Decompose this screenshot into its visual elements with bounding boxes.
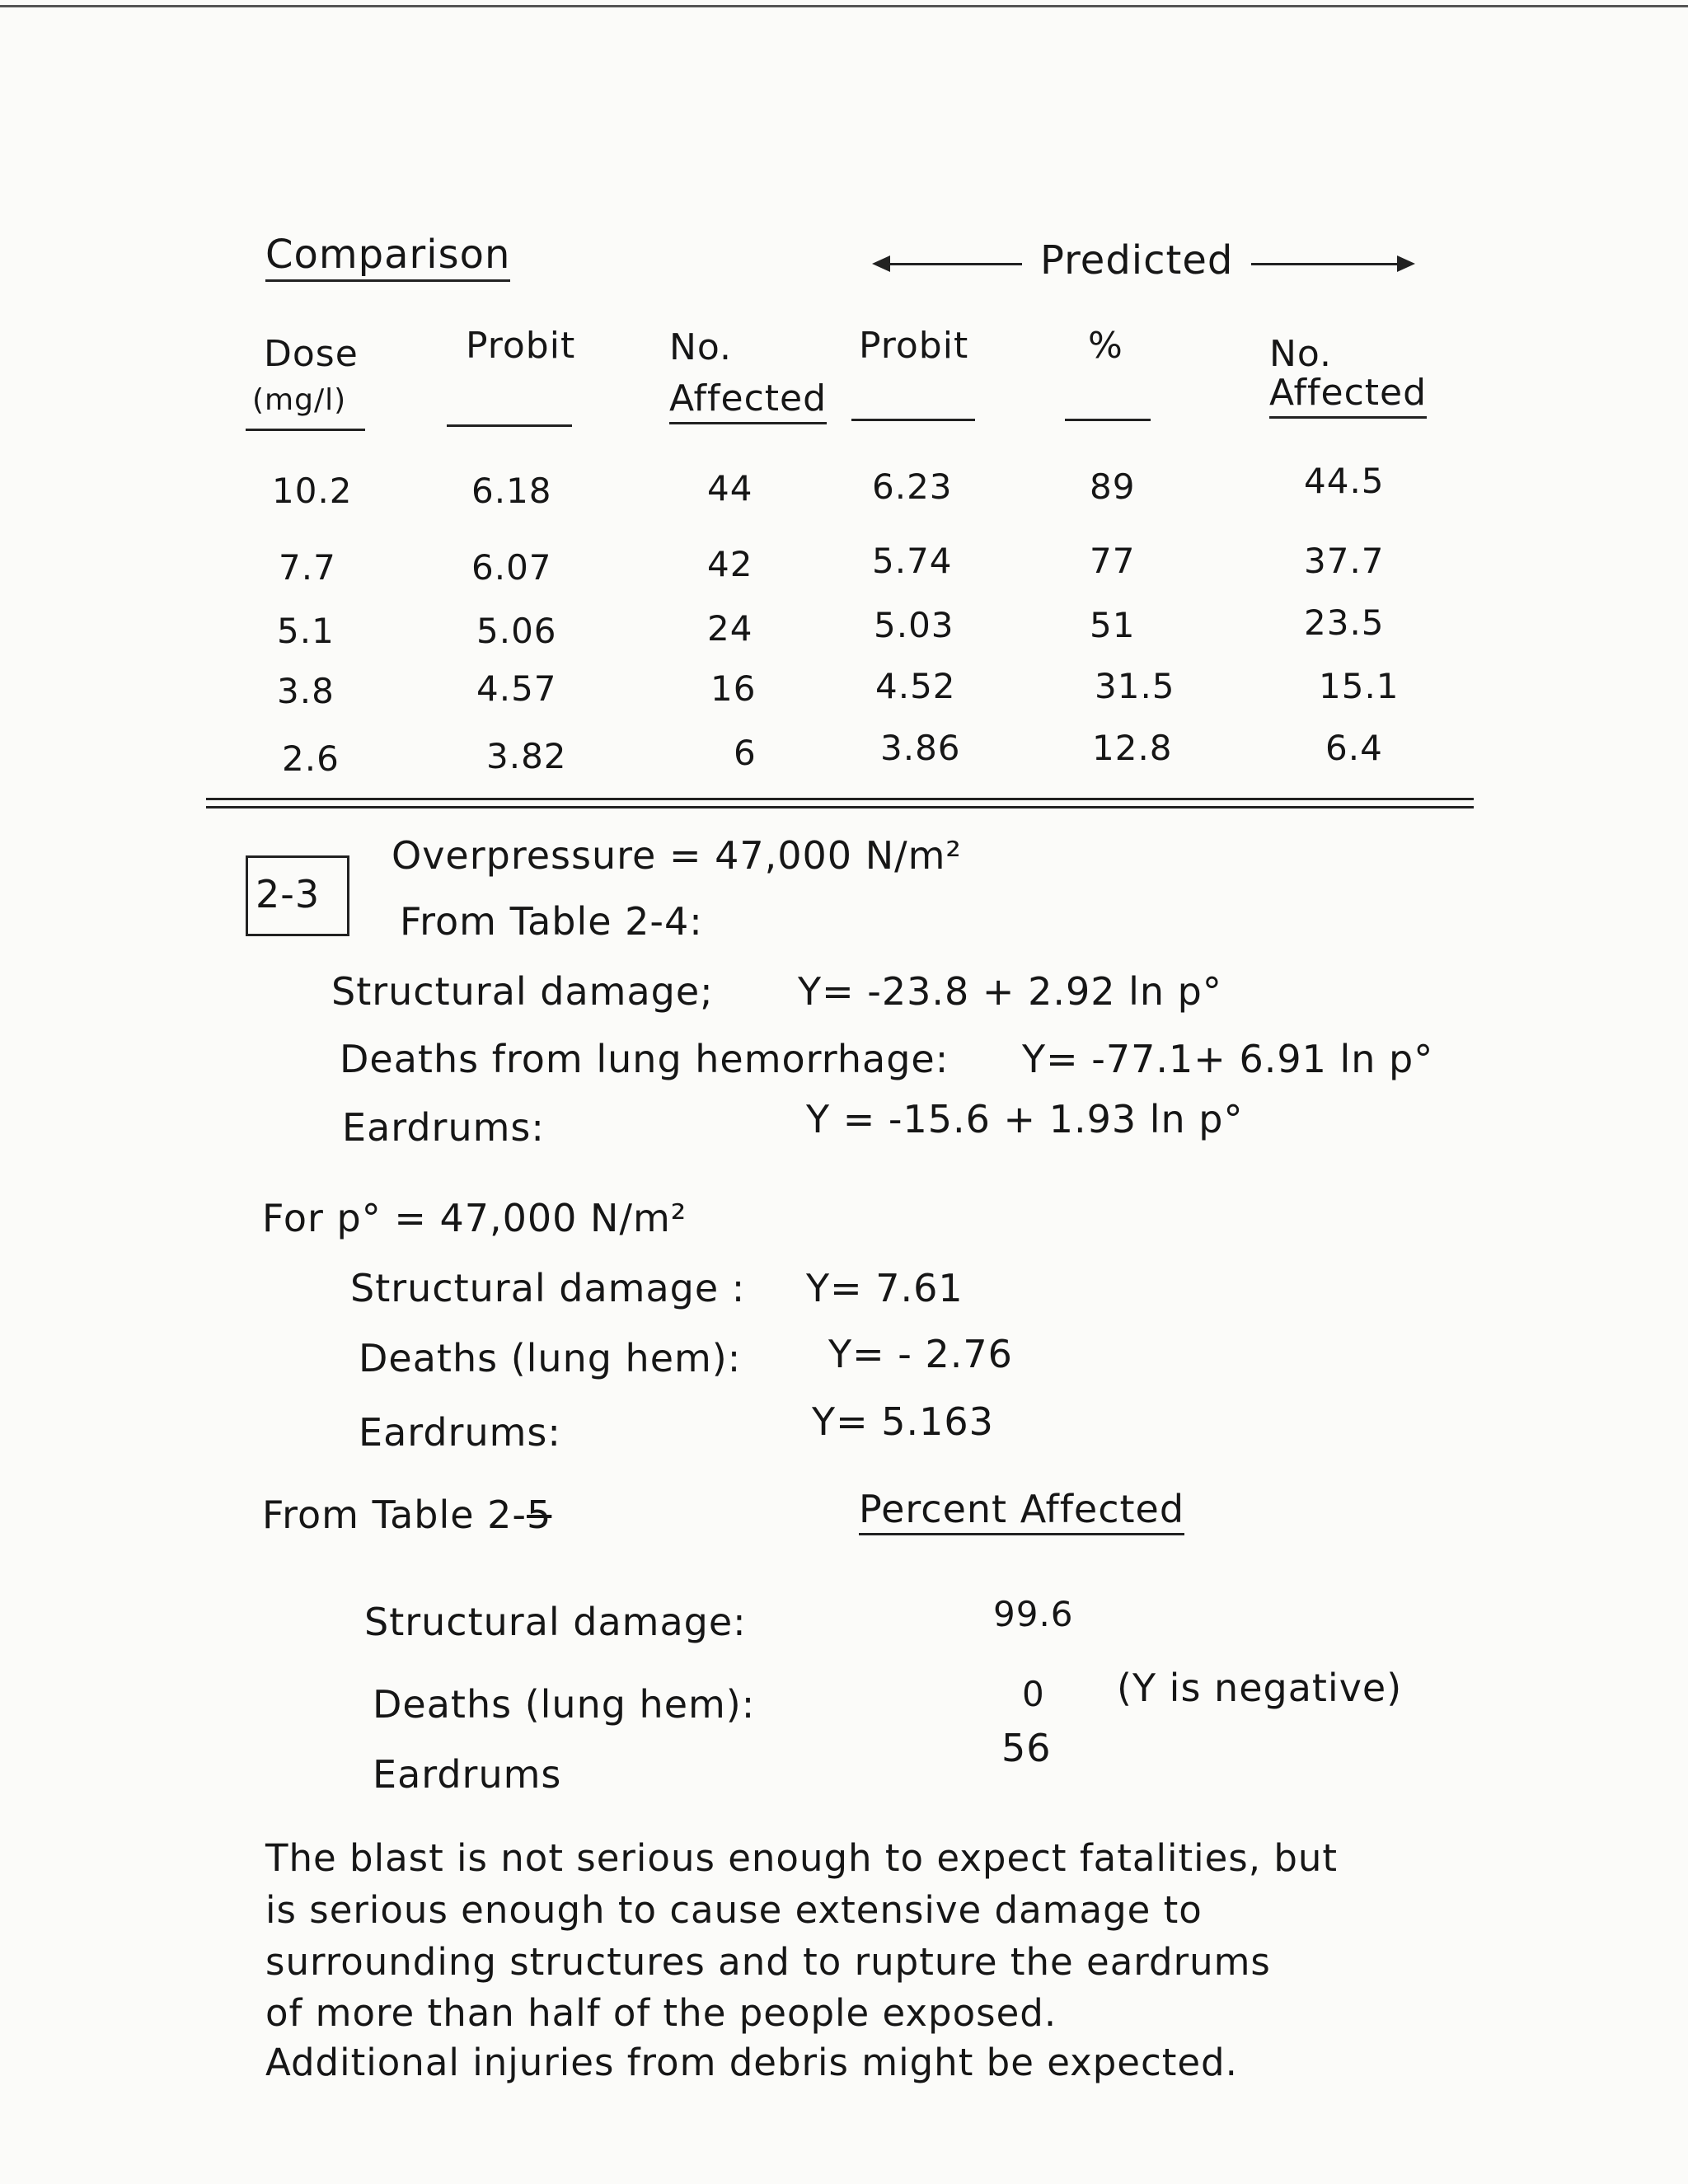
equation-value: Y = -15.6 + 1.93 ln p° bbox=[806, 1097, 1244, 1141]
cell-pred-percent: 51 bbox=[1090, 605, 1136, 645]
problem-number: 2-3 bbox=[256, 872, 321, 916]
equation-value: Y= -23.8 + 2.92 ln p° bbox=[798, 969, 1222, 1014]
conclusion-line: is serious enough to cause extensive damage to bbox=[265, 1888, 1203, 1932]
header-dose: Dose bbox=[264, 333, 359, 375]
cell-no-affected: 44 bbox=[707, 468, 753, 509]
from-table2-prefix: From Table 2- bbox=[262, 1493, 528, 1537]
conclusion-line: surrounding structures and to rupture the eardrums bbox=[265, 1940, 1271, 1984]
for-p-line: For p° = 47,000 N/m² bbox=[262, 1196, 687, 1240]
cell-pred-no: 6.4 bbox=[1325, 728, 1383, 768]
from-table2-line bbox=[262, 1493, 552, 1537]
overpressure-line: Overpressure = 47,000 N/m² bbox=[392, 833, 962, 878]
cell-probit: 6.07 bbox=[471, 547, 552, 588]
table-divider-top bbox=[206, 798, 1474, 800]
cell-pred-probit: 4.52 bbox=[875, 666, 956, 706]
cell-no-affected: 24 bbox=[707, 608, 753, 649]
header-pred-no-1: No. bbox=[1269, 333, 1333, 375]
conclusion-line: The blast is not serious enough to expect fatalities, but bbox=[265, 1836, 1339, 1880]
equation-label: Structural damage; bbox=[331, 969, 714, 1014]
cell-pred-no: 15.1 bbox=[1319, 666, 1400, 706]
cell-dose: 2.6 bbox=[282, 738, 340, 779]
from-table-line: From Table 2-4: bbox=[400, 899, 703, 944]
cell-dose: 7.7 bbox=[279, 547, 336, 588]
header-dose-rule bbox=[246, 429, 365, 431]
header-pred-probit: Probit bbox=[859, 325, 969, 367]
cell-dose: 5.1 bbox=[277, 611, 335, 651]
result-label: Structural damage : bbox=[350, 1266, 746, 1310]
header-no-affected-2: Affected bbox=[669, 381, 827, 424]
page-top-border bbox=[0, 5, 1688, 7]
cell-dose: 3.8 bbox=[277, 671, 335, 711]
percent-label: Structural damage: bbox=[364, 1600, 747, 1644]
cell-pred-probit: 3.86 bbox=[880, 728, 961, 768]
equation-label: Eardrums: bbox=[342, 1105, 545, 1150]
cell-probit: 6.18 bbox=[471, 471, 552, 511]
header-probit: Probit bbox=[466, 325, 576, 367]
cell-pred-probit: 5.03 bbox=[874, 605, 954, 645]
result-value: Y= 5.163 bbox=[812, 1399, 994, 1444]
cell-probit: 4.57 bbox=[476, 668, 557, 709]
percent-affected-header: Percent Affected bbox=[859, 1490, 1184, 1535]
header-pred-probit-rule bbox=[851, 419, 975, 421]
predicted-arrow-line-right bbox=[1251, 263, 1400, 265]
table-divider-bottom bbox=[206, 806, 1474, 808]
percent-note: (Y is negative) bbox=[1117, 1666, 1403, 1710]
predicted-arrow-line-left bbox=[882, 263, 1022, 265]
cell-probit: 3.82 bbox=[486, 736, 567, 776]
cell-dose: 10.2 bbox=[272, 471, 353, 511]
equation-value: Y= -77.1+ 6.91 ln p° bbox=[1022, 1037, 1434, 1081]
right-arrow-icon bbox=[1397, 255, 1415, 272]
conclusion-line: Additional injuries from debris might be expected. bbox=[265, 2041, 1238, 2084]
result-label: Eardrums: bbox=[359, 1410, 561, 1455]
percent-label: Deaths (lung hem): bbox=[373, 1682, 756, 1727]
percent-value: 56 bbox=[1001, 1726, 1052, 1770]
header-pred-percent: % bbox=[1088, 325, 1123, 367]
percent-value: 0 bbox=[1022, 1674, 1045, 1714]
cell-pred-percent: 89 bbox=[1090, 466, 1136, 507]
result-value: Y= 7.61 bbox=[806, 1266, 964, 1310]
cell-pred-no: 37.7 bbox=[1304, 541, 1385, 581]
cell-no-affected: 6 bbox=[734, 733, 757, 773]
cell-pred-percent: 31.5 bbox=[1095, 666, 1175, 706]
cell-pred-percent: 77 bbox=[1090, 541, 1136, 581]
cell-pred-percent: 12.8 bbox=[1092, 728, 1173, 768]
conclusion-line: of more than half of the people exposed. bbox=[265, 1991, 1057, 2035]
cell-pred-no: 23.5 bbox=[1304, 602, 1385, 643]
cell-probit: 5.06 bbox=[476, 611, 557, 651]
cell-no-affected: 16 bbox=[710, 668, 757, 709]
header-dose-unit: (mg/l) bbox=[252, 383, 347, 417]
header-probit-rule bbox=[447, 424, 572, 427]
percent-label: Eardrums bbox=[373, 1752, 562, 1797]
percent-value: 99.6 bbox=[993, 1594, 1074, 1634]
predicted-label: Predicted bbox=[1040, 237, 1234, 284]
cell-pred-probit: 5.74 bbox=[872, 541, 953, 581]
header-pred-percent-rule bbox=[1065, 419, 1151, 421]
comparison-title: Comparison bbox=[265, 235, 510, 282]
equation-label: Deaths from lung hemorrhage: bbox=[340, 1037, 950, 1081]
cell-no-affected: 42 bbox=[707, 544, 753, 584]
result-value: Y= - 2.76 bbox=[828, 1332, 1013, 1376]
from-table2-struck-digit: 5 bbox=[527, 1493, 552, 1537]
header-no-affected-1: No. bbox=[669, 326, 733, 368]
header-pred-no-2: Affected bbox=[1269, 375, 1427, 419]
cell-pred-probit: 6.23 bbox=[872, 466, 953, 507]
cell-pred-no: 44.5 bbox=[1304, 461, 1385, 501]
result-label: Deaths (lung hem): bbox=[359, 1336, 742, 1380]
